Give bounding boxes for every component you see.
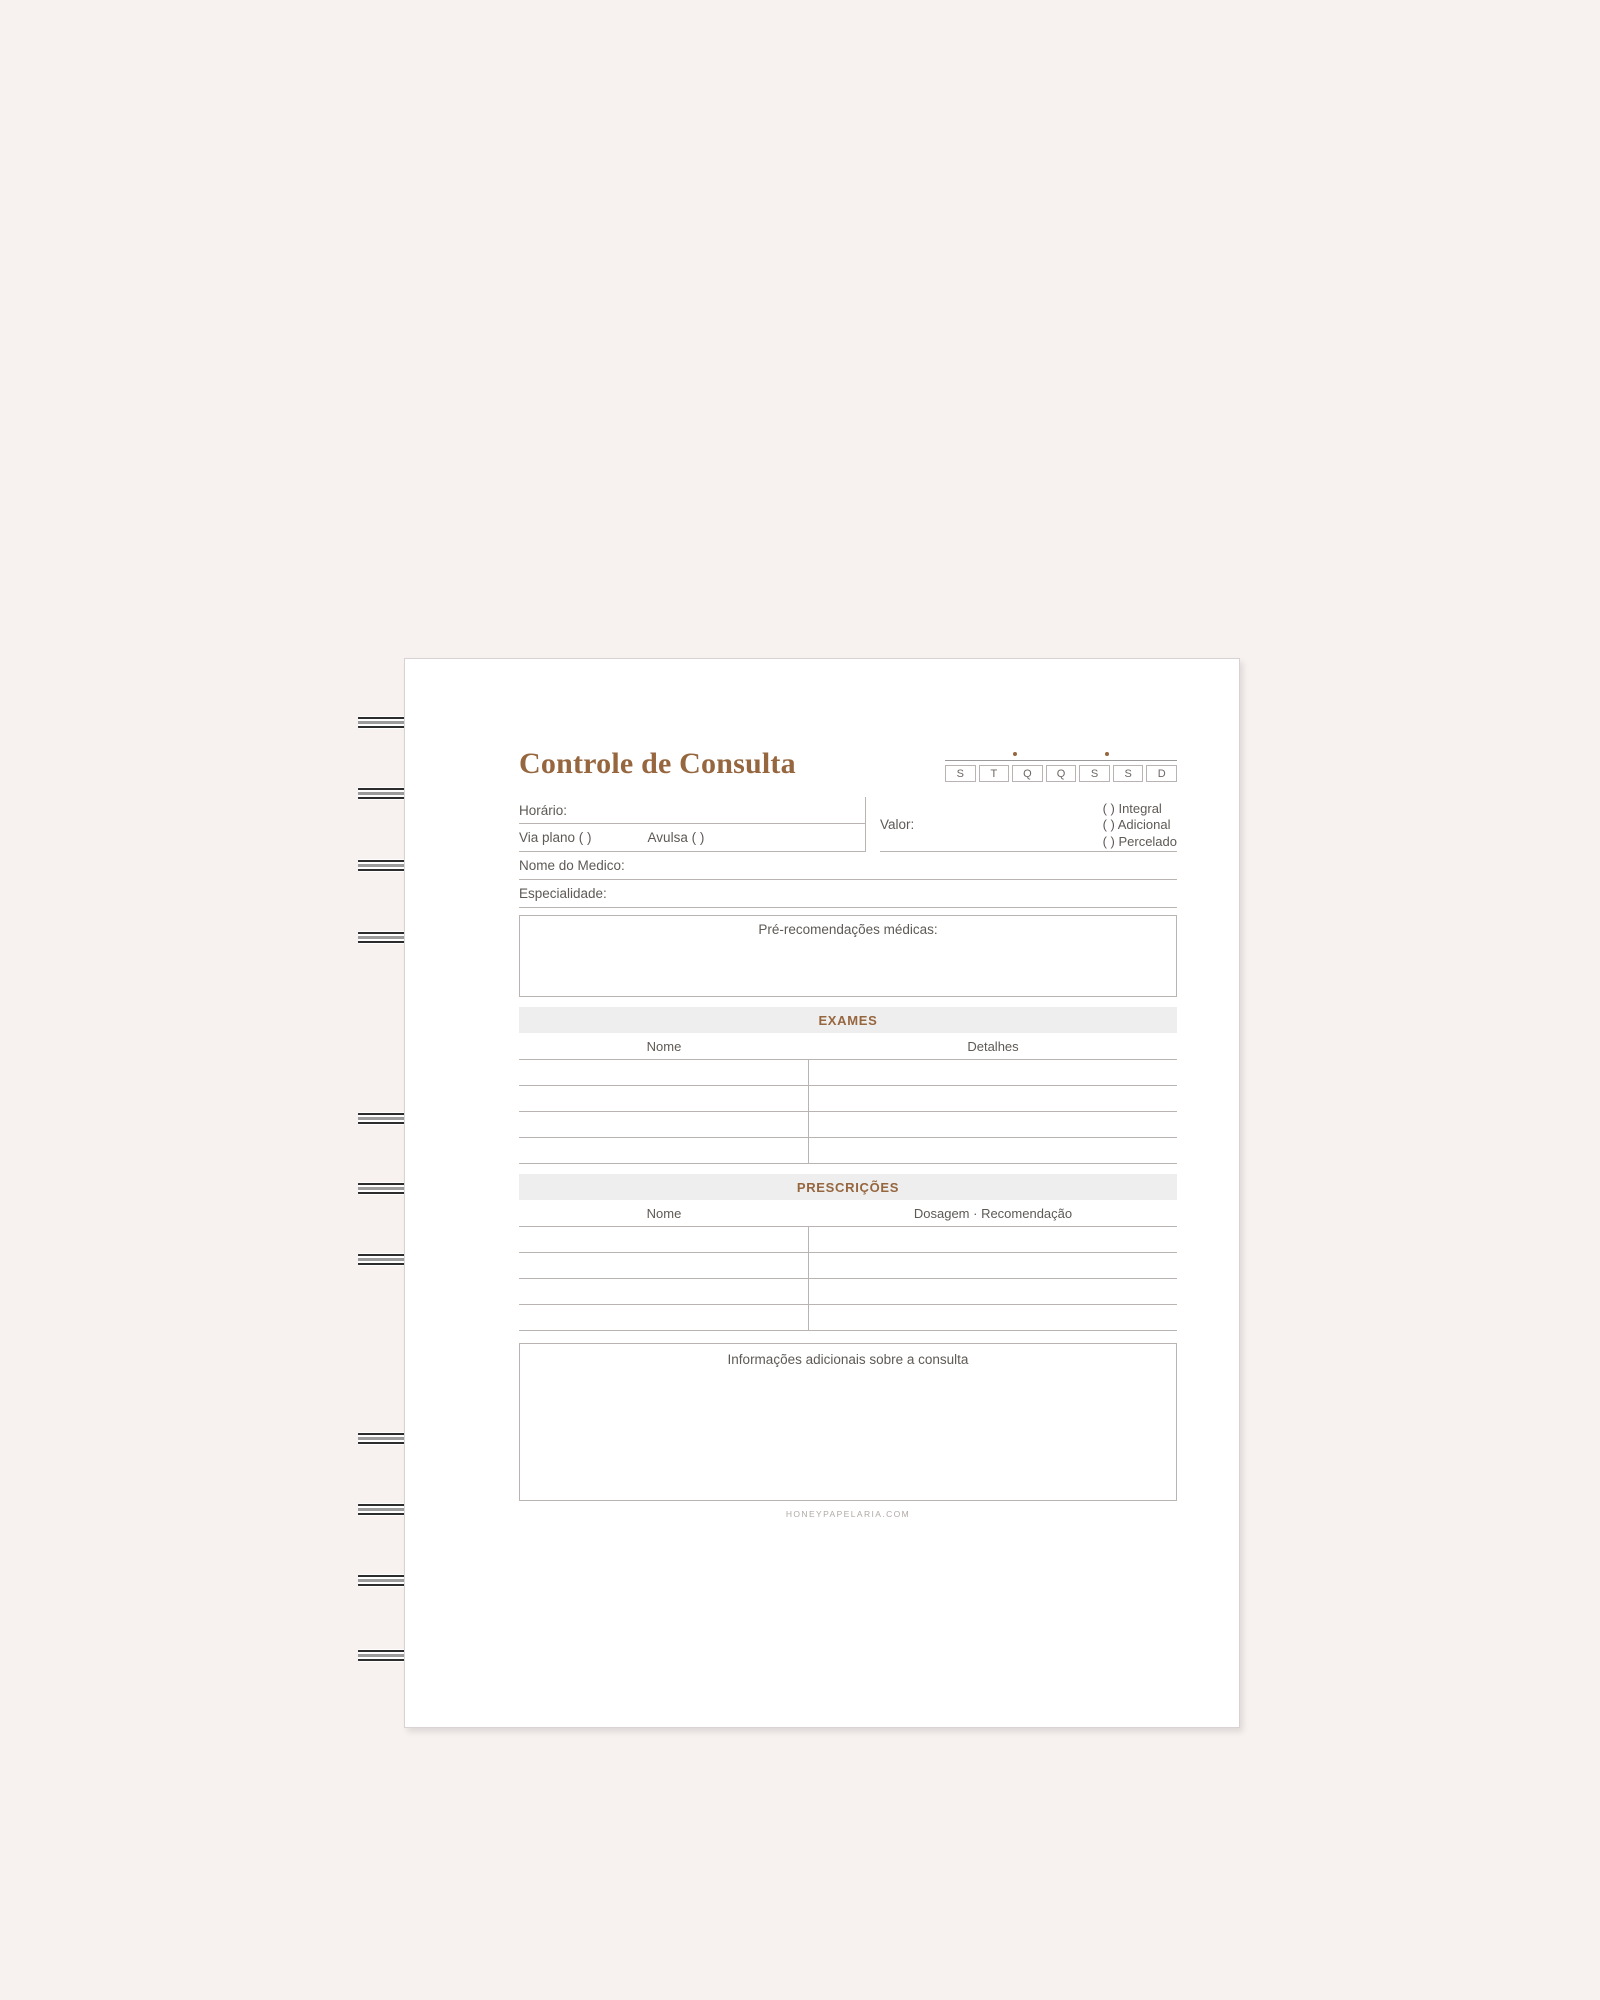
date-segment-month[interactable] xyxy=(1038,740,1084,758)
field-via-plano[interactable] xyxy=(519,824,865,852)
table-row[interactable] xyxy=(519,1112,1177,1138)
weekday-box-1[interactable]: T xyxy=(979,765,1010,782)
page-content xyxy=(519,727,1177,1519)
prescricoes-table-body xyxy=(519,1227,1177,1331)
field-horario[interactable] xyxy=(519,797,865,824)
date-header xyxy=(945,738,1177,783)
field-nome-medico-label: Nome do Medico: xyxy=(519,858,625,873)
field-avulsa-label: Avulsa ( ) xyxy=(647,830,705,845)
table-row[interactable] xyxy=(519,1279,1177,1305)
prescricoes-column-nome: Nome xyxy=(646,1205,682,1221)
date-segment-day[interactable] xyxy=(945,740,991,758)
prescricoes-cell-nome[interactable] xyxy=(519,1305,809,1330)
appointment-info-left xyxy=(519,797,865,852)
prescricoes-cell-dosagem[interactable] xyxy=(809,1305,1177,1330)
prescricoes-cell-nome[interactable] xyxy=(519,1279,809,1304)
page-title: Controle de Consulta xyxy=(519,747,796,780)
prescricoes-cell-dosagem[interactable] xyxy=(809,1227,1177,1252)
field-via-plano-label: Via plano ( ) xyxy=(519,830,592,845)
weekday-box-4[interactable]: S xyxy=(1079,765,1110,782)
exames-cell-detalhes[interactable] xyxy=(809,1138,1177,1163)
date-dot-separator-1 xyxy=(991,740,1037,758)
field-horario-label: Horário: xyxy=(519,802,568,818)
pre-recomendacoes-box[interactable] xyxy=(519,915,1177,997)
prescricoes-cell-nome[interactable] xyxy=(519,1253,809,1278)
exames-column-detalhes: Detalhes xyxy=(967,1038,1019,1054)
pre-recomendacoes-label: Pré-recomendações médicas: xyxy=(758,922,938,937)
weekday-box-5[interactable]: S xyxy=(1113,765,1144,782)
page-footer: HONEYPAPELARIA.COM xyxy=(785,1509,911,1519)
informacoes-adicionais-box[interactable] xyxy=(519,1343,1177,1501)
prescricoes-cell-dosagem[interactable] xyxy=(809,1253,1177,1278)
field-nome-medico[interactable] xyxy=(519,852,1177,880)
date-segment-year[interactable] xyxy=(1131,740,1177,758)
appointment-info-right xyxy=(865,797,1177,852)
exames-cell-detalhes[interactable] xyxy=(809,1112,1177,1137)
appointment-info-grid xyxy=(519,797,1177,852)
weekday-box-0[interactable]: S xyxy=(945,765,976,782)
exames-table-header xyxy=(519,1033,1177,1060)
table-row[interactable] xyxy=(519,1086,1177,1112)
weekday-box-6[interactable]: D xyxy=(1146,765,1177,782)
exames-cell-nome[interactable] xyxy=(519,1086,809,1111)
exames-cell-nome[interactable] xyxy=(519,1112,809,1137)
prescricoes-table-header xyxy=(519,1200,1177,1227)
exames-cell-nome[interactable] xyxy=(519,1060,809,1085)
prescricoes-cell-dosagem[interactable] xyxy=(809,1279,1177,1304)
page-header xyxy=(519,727,1177,783)
field-valor[interactable] xyxy=(880,797,1177,852)
weekday-selector xyxy=(945,765,1177,782)
weekday-box-2[interactable]: Q xyxy=(1012,765,1043,782)
field-especialidade[interactable] xyxy=(519,880,1177,908)
weekday-box-3[interactable]: Q xyxy=(1046,765,1077,782)
exames-cell-detalhes[interactable] xyxy=(809,1060,1177,1085)
valor-option-adicional[interactable]: ( ) Adicional xyxy=(1102,817,1171,833)
date-entry-line[interactable] xyxy=(945,738,1177,761)
prescricoes-section-banner: PRESCRIÇÕES xyxy=(519,1174,1177,1200)
table-row[interactable] xyxy=(519,1060,1177,1086)
date-dot-separator-2 xyxy=(1084,740,1130,758)
exames-section-banner: EXAMES xyxy=(519,1007,1177,1033)
table-row[interactable] xyxy=(519,1138,1177,1164)
field-especialidade-label: Especialidade: xyxy=(519,886,607,901)
table-row[interactable] xyxy=(519,1253,1177,1279)
informacoes-adicionais-label: Informações adicionais sobre a consulta xyxy=(727,1352,969,1367)
planner-page xyxy=(404,658,1240,1728)
valor-options[interactable] xyxy=(1103,798,1177,851)
valor-option-integral[interactable]: ( ) Integral xyxy=(1102,800,1162,816)
table-row[interactable] xyxy=(519,1305,1177,1331)
exames-cell-nome[interactable] xyxy=(519,1138,809,1163)
prescricoes-cell-nome[interactable] xyxy=(519,1227,809,1252)
field-valor-label: Valor: xyxy=(880,816,915,832)
table-row[interactable] xyxy=(519,1227,1177,1253)
exames-column-nome: Nome xyxy=(646,1038,682,1054)
valor-option-percelado[interactable]: ( ) Percelado xyxy=(1102,833,1177,849)
exames-table-body xyxy=(519,1060,1177,1164)
prescricoes-column-dosagem: Dosagem · Recomendação xyxy=(913,1205,1073,1221)
exames-cell-detalhes[interactable] xyxy=(809,1086,1177,1111)
